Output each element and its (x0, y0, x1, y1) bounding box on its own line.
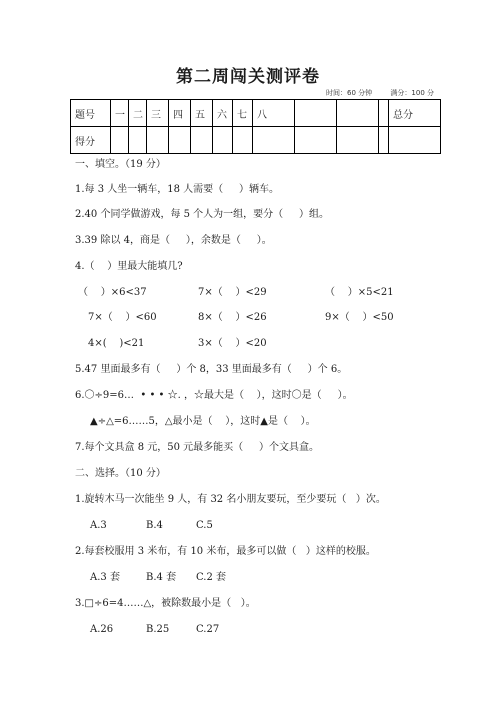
header-cell (337, 100, 379, 127)
question-2-2: 2.每套校服用 3 米布，有 10 米布，最多可以做（ ）这样的校服。 (75, 546, 376, 557)
section2-heading: 二、选择。（10 分） (75, 468, 166, 479)
question-1-1: 1.每 3 人坐一辆车，18 人需要（ ）辆车。 (75, 184, 280, 195)
header-cell: 总分 (389, 100, 441, 127)
question-1-4: 4.（ ）里最大能填几? (75, 261, 183, 272)
question-2-1: 1.旋转木马一次能坐 9 人，有 32 名小朋友要玩，至少要玩（ ）次。 (75, 494, 386, 505)
time-limit: 时间：60 分钟 (326, 89, 373, 97)
option-b[interactable]: B.4 (146, 520, 163, 531)
question-1-2: 2.40 个同学做游戏，每 5 个人为一组，要分（ ）组。 (75, 209, 330, 220)
question-1-5: 5.47 里面最多有（ ）个 8，33 里面最多有（ ）个 6。 (75, 364, 348, 375)
header-cell: 三 (147, 100, 169, 127)
option-c[interactable]: C.27 (196, 624, 220, 635)
option-a[interactable]: A.3 套 (90, 572, 120, 583)
q4-item: 8×（ ）<26 (198, 312, 267, 323)
score-cell[interactable] (337, 127, 379, 154)
score-cell[interactable] (295, 127, 337, 154)
option-c[interactable]: C.2 套 (196, 572, 227, 583)
q4-item: 4×( )<21 (88, 338, 145, 349)
q4-item: 7×（ ）<60 (88, 312, 157, 323)
header-cell: 八 (253, 100, 295, 127)
question-1-6a: 6.〇÷9=6… • • • ☆. ，☆最大是（ ），这时〇是（ ）。 (75, 390, 353, 401)
score-cell[interactable] (213, 127, 233, 154)
question-1-6b: ▲÷△=6……5，△最小是（ ），这时▲是（ ）。 (90, 416, 316, 427)
score-table-header-row (71, 100, 441, 127)
q4-item: 9×（ ）<50 (325, 312, 394, 323)
option-b[interactable]: B.4 套 (146, 572, 177, 583)
q4-item: （ ）×6<37 (78, 287, 147, 298)
score-cell[interactable] (379, 127, 389, 154)
header-cell: 一 (111, 100, 129, 127)
section1-heading: 一、填空。（19 分） (75, 159, 166, 170)
option-a[interactable]: A.26 (90, 624, 114, 635)
q4-item: （ ）×5<21 (325, 287, 394, 298)
score-cell[interactable] (233, 127, 253, 154)
question-1-3: 3.39 除以 4，商是（ ），余数是（ ）。 (75, 235, 272, 246)
header-cell: 四 (169, 100, 191, 127)
question-2-3: 3.□÷6=4……△，被除数最小是（ ）。 (75, 598, 256, 609)
total-score-cell[interactable] (389, 127, 441, 154)
option-c[interactable]: C.5 (196, 520, 213, 531)
header-cell (379, 100, 389, 127)
header-cell (295, 100, 337, 127)
page-title: 第二周闯关测评卷 (176, 67, 320, 87)
option-b[interactable]: B.25 (146, 624, 170, 635)
header-cell: 五 (191, 100, 213, 127)
header-cell: 题号 (71, 100, 111, 127)
exam-meta (310, 88, 434, 98)
option-a[interactable]: A.3 (90, 520, 107, 531)
score-cell[interactable] (169, 127, 191, 154)
question-1-7: 7.每个文具盒 8 元，50 元最多能买（ ）个文具盒。 (75, 442, 320, 453)
score-cell[interactable] (253, 127, 295, 154)
score-cell[interactable] (129, 127, 147, 154)
score-cell[interactable] (191, 127, 213, 154)
score-row-label: 得分 (71, 127, 111, 154)
full-score: 满分：100 分 (390, 89, 434, 97)
score-cell[interactable] (147, 127, 169, 154)
header-cell: 二 (129, 100, 147, 127)
score-table-score-row (71, 127, 441, 154)
q4-item: 7×（ ）<29 (198, 287, 267, 298)
score-cell[interactable] (111, 127, 129, 154)
header-cell: 七 (233, 100, 253, 127)
header-cell: 六 (213, 100, 233, 127)
score-table (70, 99, 441, 154)
q4-item: 3×（ ）<20 (198, 338, 267, 349)
